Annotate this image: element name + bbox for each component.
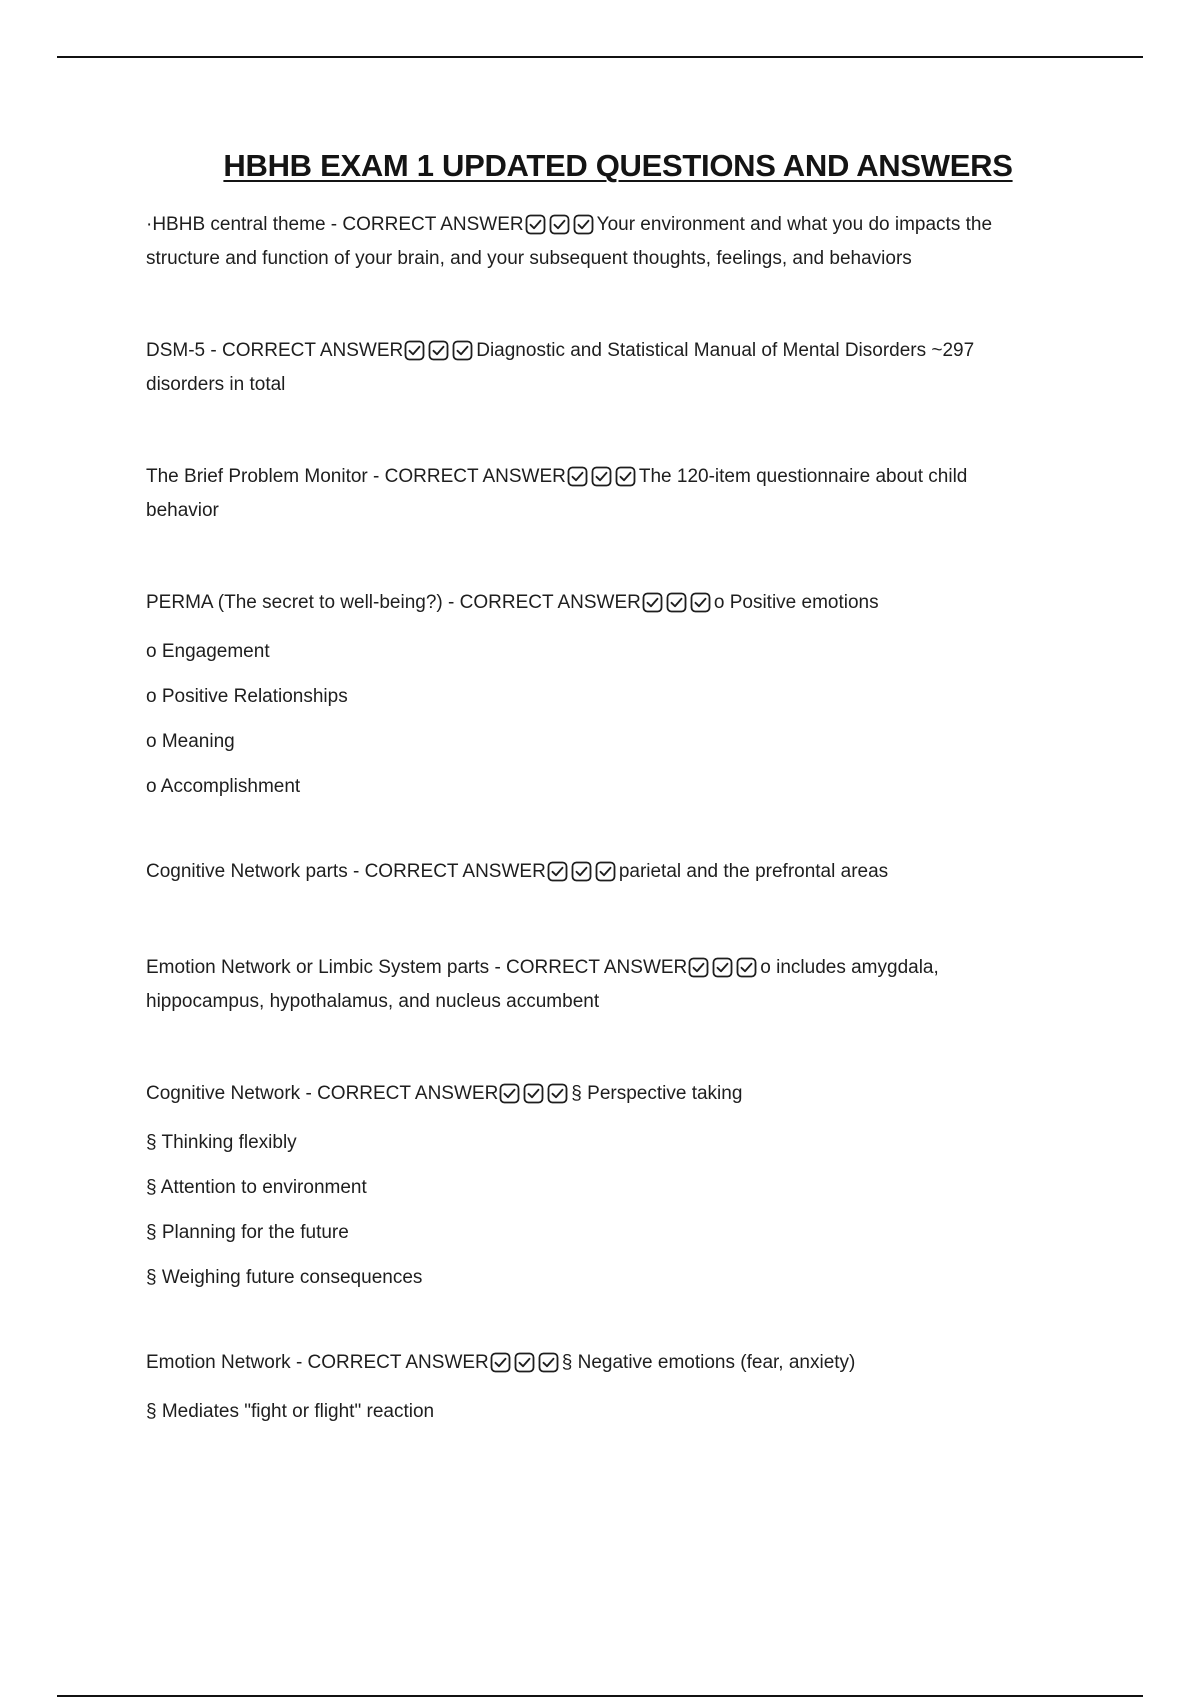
check-group: [490, 1352, 562, 1382]
check-box-icon: [549, 214, 570, 235]
answer-sub-item: § Planning for the future: [146, 1222, 349, 1243]
qa-item: [146, 462, 1046, 526]
qa-question-line: [146, 210, 1046, 244]
check-box-icon: [666, 592, 687, 613]
qa-item: [146, 1079, 1046, 1293]
document-title: HBHB EXAM 1 UPDATED QUESTIONS AND ANSWERS: [223, 148, 1013, 183]
answer-text: Your environment and what you do impacts the: [596, 214, 993, 235]
answer-text: o includes amygdala,: [760, 957, 939, 978]
answer-text: o Positive emotions: [713, 592, 879, 613]
qa-list: [146, 210, 1046, 1427]
question-text: Emotion Network -: [146, 1352, 308, 1373]
check-box-icon: [538, 1352, 559, 1373]
answer-sub-item: o Accomplishment: [146, 776, 301, 797]
question-text: Emotion Network or Limbic System parts -: [146, 957, 507, 978]
correct-answer-marker: CORRECT ANSWER: [317, 1083, 499, 1104]
qa-question-line: [146, 857, 1046, 891]
block-spacer: [146, 526, 1046, 588]
bullet-dot: ·: [146, 214, 153, 235]
answer-sub-item: § Weighing future consequences: [146, 1267, 423, 1288]
check-group: [688, 957, 760, 987]
question-text: Cognitive Network parts -: [146, 861, 365, 882]
block-spacer: [146, 274, 1046, 336]
correct-answer-marker: CORRECT ANSWER: [384, 466, 566, 487]
qa-question-line: [146, 953, 1046, 987]
question-text: The Brief Problem Monitor -: [146, 466, 385, 487]
qa-question-line: [146, 1079, 1046, 1113]
check-box-icon: [712, 957, 733, 978]
answer-text: parietal and the prefrontal areas: [618, 861, 889, 882]
qa-question-line: [146, 588, 1046, 622]
check-box-icon: [490, 1352, 511, 1373]
check-group: [525, 214, 597, 244]
check-group: [499, 1083, 571, 1113]
answer-sub-item: o Positive Relationships: [146, 686, 348, 707]
check-box-icon: [499, 1083, 520, 1104]
question-text: HBHB central theme -: [152, 214, 343, 235]
check-box-icon: [688, 957, 709, 978]
answer-sub-item: § Mediates "fight or flight" reaction: [146, 1401, 435, 1422]
qa-item: [146, 953, 1046, 1017]
block-spacer: [146, 1293, 1046, 1348]
check-box-icon: [525, 214, 546, 235]
check-box-icon: [567, 466, 588, 487]
qa-item: [146, 210, 1046, 274]
check-box-icon: [615, 466, 636, 487]
answer-continuation: hippocampus, hypothalamus, and nucleus accumbent: [146, 991, 600, 1012]
check-box-icon: [547, 1083, 568, 1104]
check-box-icon: [452, 340, 473, 361]
top-rule: [57, 56, 1143, 58]
check-box-icon: [573, 214, 594, 235]
check-box-icon: [736, 957, 757, 978]
block-spacer: [146, 802, 1046, 857]
answer-continuation: disorders in total: [146, 374, 286, 395]
answer-text: The 120-item questionnaire about child: [638, 466, 968, 487]
answer-text: Diagnostic and Statistical Manual of Mental Disorders ~297: [476, 340, 975, 361]
qa-question-line: [146, 336, 1046, 370]
bottom-rule: [57, 1695, 1143, 1697]
answer-text: § Negative emotions (fear, anxiety): [561, 1352, 856, 1373]
qa-item: [146, 1348, 1046, 1427]
qa-question-line: [146, 1348, 1046, 1382]
answer-continuation: behavior: [146, 500, 219, 521]
block-spacer: [146, 1017, 1046, 1079]
check-group: [547, 861, 619, 891]
qa-item: [146, 588, 1046, 802]
check-box-icon: [591, 466, 612, 487]
answer-text: § Perspective taking: [571, 1083, 743, 1104]
answer-sub-item: § Attention to environment: [146, 1177, 367, 1198]
check-box-icon: [523, 1083, 544, 1104]
question-text: Cognitive Network -: [146, 1083, 318, 1104]
check-box-icon: [428, 340, 449, 361]
check-box-icon: [642, 592, 663, 613]
check-group: [404, 340, 476, 370]
correct-answer-marker: CORRECT ANSWER: [364, 861, 546, 882]
qa-item: [146, 857, 1046, 891]
check-group: [567, 466, 639, 496]
block-spacer: [146, 400, 1046, 462]
qa-item: [146, 336, 1046, 400]
check-box-icon: [404, 340, 425, 361]
correct-answer-marker: CORRECT ANSWER: [342, 214, 524, 235]
question-text: DSM-5 -: [146, 340, 222, 361]
correct-answer-marker: CORRECT ANSWER: [506, 957, 688, 978]
answer-continuation: structure and function of your brain, and your subsequent thoughts, feelings, and behaviors: [146, 248, 912, 269]
check-box-icon: [571, 861, 592, 882]
check-group: [642, 592, 714, 622]
question-text: PERMA (The secret to well-being?) -: [146, 592, 460, 613]
correct-answer-marker: CORRECT ANSWER: [307, 1352, 489, 1373]
check-box-icon: [547, 861, 568, 882]
check-box-icon: [690, 592, 711, 613]
answer-sub-item: § Thinking flexibly: [146, 1132, 297, 1153]
check-box-icon: [595, 861, 616, 882]
qa-question-line: [146, 462, 1046, 496]
correct-answer-marker: CORRECT ANSWER: [459, 592, 641, 613]
answer-sub-item: o Engagement: [146, 641, 270, 662]
block-spacer: [146, 891, 1046, 953]
correct-answer-marker: CORRECT ANSWER: [222, 340, 404, 361]
answer-sub-item: o Meaning: [146, 731, 235, 752]
check-box-icon: [514, 1352, 535, 1373]
